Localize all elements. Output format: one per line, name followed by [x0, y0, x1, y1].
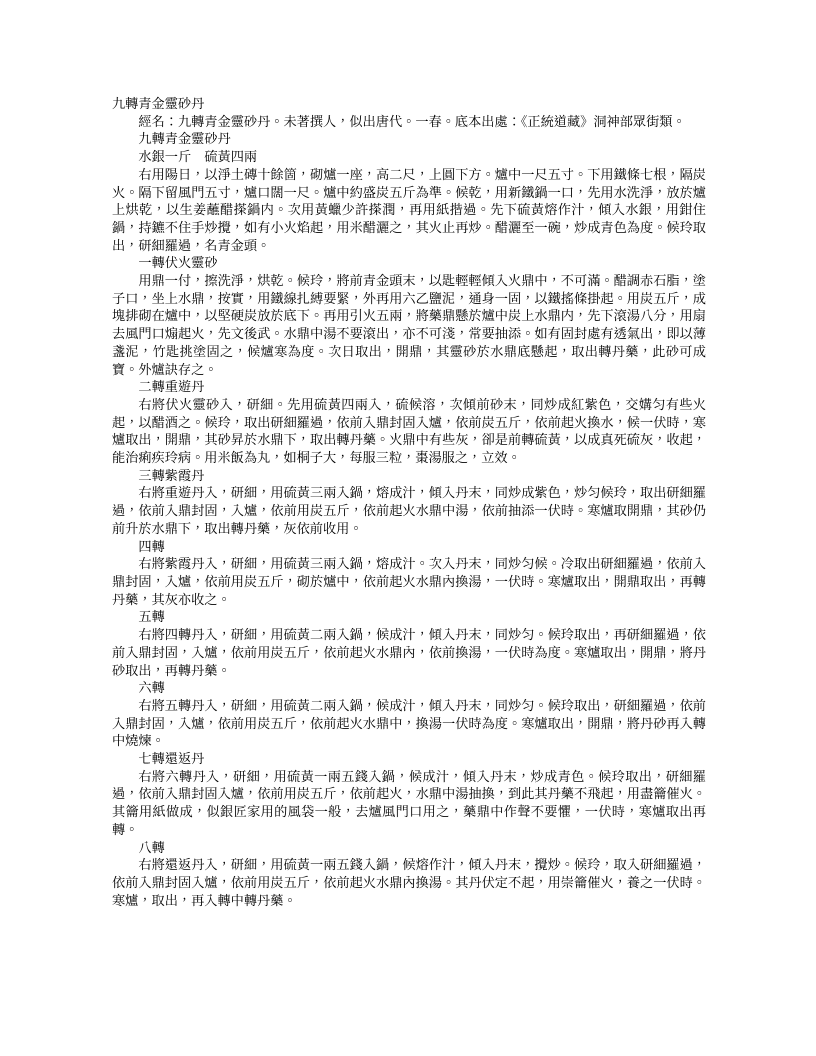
section-title-turn-3: 三轉紫霞丹 — [138, 468, 205, 484]
section-body-turn-3: 右將重遊丹入，研細，用硫黃三兩入鍋，熔成汁，傾入丹末，同炒成紫色，炒匀候玲，取出研細羅過，依前入鼎封固，入爐，依前用炭五斤，依前起火水鼎中湯，依前抽添一伏時。寒爐取開鼎，其砂仍前升於水鼎下，取出轉丹藥，灰依前收用。 — [112, 486, 706, 537]
section-body-turn-8: 右將還返丹入，研細，用硫黃一兩五錢入鍋，候熔作汁，傾入丹末，攪炒。候玲，取入研細羅過，依前入鼎封固入爐，依前用炭五斤，依前起火水鼎內換湯。其丹伏定不起，用崇籥催火，養之一伏時。寒爐，取出，再入轉中轉丹藥。 — [112, 858, 706, 909]
section-title-turn-5: 五轉 — [138, 610, 165, 626]
section-body-turn-4: 右將紫霞丹入，研細，用硫黃三兩入鍋，熔成汁。次入丹末，同炒匀候。冷取出研細羅過，依前入鼎封固，入爐，依前用炭五斤，砌於爐中，依前起火水鼎內換湯，一伏時。寒爐取出，開鼎取出，再轉丹藥，其灰亦收之。 — [112, 557, 706, 608]
recipe-title: 九轉青金靈砂丹 — [138, 132, 231, 148]
ingredients-line: 水銀一斤 硫黃四兩 — [138, 150, 258, 166]
furnace-preparation-paragraph: 右用陽日，以淨土磚十餘箇，砌爐一座，高二尺，上圓下方。爐中一尺五寸。下用鐵條七根，隔炭火。隔下留風門五寸，爐口闊一尺。爐中約盛炭五斤為準。候乾，用新鐵鍋一口，先用水洗淨，放於爐上烘乾，以生姜蘸醋搽鍋内。次用黃蠟少許搽潤，再用紙揩過。先下硫黃熔作汁，傾入水銀，用鉗住鍋，持鑣不住手炒攪，如有小火焰起，用米醋灑之，其火止再炒。醋灑至一碗，炒成青色為度。候玲取出，研細羅過，名青金頭。 — [112, 167, 706, 254]
section-body-turn-5: 右將四轉丹入，研細，用硫黃二兩入鍋，候成汁，傾入丹末，同炒匀。候玲取出，再研細羅過，依前入鼎封固，入爐，依前用炭五斤，依前起火水鼎內，依前換湯，一伏時為度。寒爐取出，開鼎，將丹砂取出，再轉丹藥。 — [112, 628, 706, 679]
section-title-turn-7: 七轉還返丹 — [138, 752, 205, 768]
section-body-turn-7: 右將六轉丹入，研細，用硫黃一兩五錢入鍋，候成汁，傾入丹末，炒成青色。候玲取出，研細羅過，依前入鼎封固入爐，依前用炭五斤，依前起火，水鼎中湯抽換，到此其丹藥不飛起，用盡籥催火。其籥用紙做成，似銀匠家用的風袋一般，去爐風門口用之，藥鼎中作聲不要懼，一伏時，寒爐取出再轉。 — [112, 769, 706, 838]
section-body-turn-6: 右將五轉丹入，研細，用硫黃二兩入鍋，候成汁，傾入丹末，同炒匀。候玲取出，研細羅過，依前入鼎封固，入爐，依前用炭五斤，依前起火水鼎中，換湯一伏時為度。寒爐取出，開鼎，將丹砂再入轉中燒煉。 — [112, 698, 706, 750]
scripture-provenance-paragraph: 經名：九轉青金靈砂丹。未著撰人，似出唐代。一春。底本出處：《正統道藏》洞神部眾街類。 — [138, 114, 686, 130]
section-title-turn-2: 二轉重遊丹 — [138, 380, 205, 396]
section-body-turn-2: 右將伏火靈砂入，研細。先用硫黃四兩入，硫候溶，次傾前砂末，同炒成紅紫色，交媾匀有些火起，以醋酒之。候玲，取出研細羅過，依前入鼎封固入爐，依前炭五斤，依前起火換水，候一伏時，寒爐取出，開鼎，其砂昇於水鼎下，取出轉丹藥。火鼎中有些灰，卻是前轉硫黃，以成真死硫灰，收起，能治痢疾玲病。用米飯為丸，如桐子大，每服三粒，棗湯服之，立效。 — [112, 397, 706, 467]
document-title: 九轉青金靈砂丹 — [112, 97, 205, 112]
document-text-column — [112, 96, 706, 910]
section-title-turn-4: 四轉 — [138, 539, 165, 555]
section-title-turn-6: 六轉 — [138, 681, 165, 697]
section-body-turn-1: 用鼎一付，擦洗淨，烘乾。候玲，將前青金頭末，以匙輕輕傾入火鼎中，不可滿。醋調赤石脂，塗子口，坐上水鼎，按實，用鐵線扎縛要緊，外再用六乙鹽泥，通身一固，以鐵搖條掛起。用炭五斤，成塊排砌在爐中，以堅硬炭放於底下。再用引火五兩，將藥鼎懸於爐中炭上水鼎内，先下滾湯八分，用扇去風門口煽起火，先文後武。水鼎中湯不要滾出，亦不可淺，常要抽添。如有固封處有透氣出，即以薄盞泥，竹匙挑塗固之，候爐寒為度。次日取出，開鼎，其靈砂於水鼎底懸起，取出轉丹藥，此砂可成寶。外爐訣存之。 — [112, 274, 706, 378]
section-title-turn-1: 一轉伏火靈砂 — [138, 256, 218, 272]
section-title-turn-8: 八轉 — [138, 840, 165, 856]
